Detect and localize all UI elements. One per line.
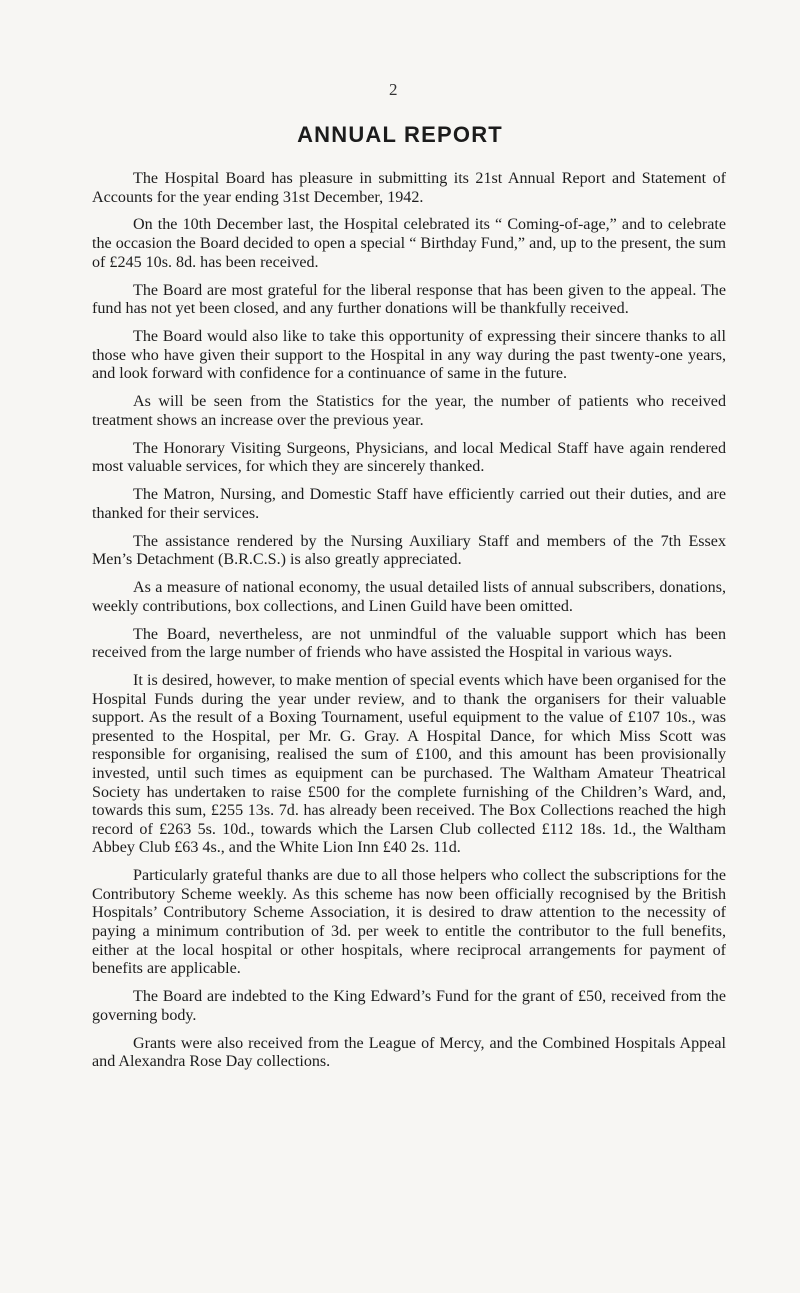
paragraph-introduction: The Hospital Board has pleasure in submitting its 21st Annual Report and Statement of Accounts for the year ending 31st December, 1942. — [92, 170, 726, 206]
page-number: 2 — [389, 80, 398, 99]
paragraph-special-events: It is desired, however, to make mention of special events which have been organised for the Hospital Funds during the year under review, and to thank the organisers for their valuable support. As the result of a Boxing Tournament, useful equipment to the value of £107 10s., was presented to the Hospital, per Mr. G. Gray. A Hospital Dance, for which Miss Scott was responsible for organising, realised the sum of £100, and this amount has been provisionally invested, until such times as equipment can be purchased. The Waltham Amateur Theatrical Society has undertaken to raise £500 for the complete furnishing of the Children’s Ward, and, towards this sum, £255 13s. 7d. has already been received. The Box Collections reached the high record of £263 5s. 10d., towards which the Larsen Club collected £112 18s. 1d., the Waltham Abbey Club £63 4s., and the White Lion Inn £40 2s. 11d. — [92, 672, 726, 857]
paragraph-matron-staff: The Matron, Nursing, and Domestic Staff have efficiently carried out their duties, and are thanked for their services. — [92, 486, 726, 522]
paragraph-contributory-scheme: Particularly grateful thanks are due to all those helpers who collect the subscriptions for the Contributory Scheme weekly. As this scheme has now been officially recognised by the British Hospitals’ Contributory Scheme Association, it is desired to draw attention to the necessity of paying a minimum contribution of 3d. per week to entitle the contributor to the full benefits, either at the local hospital or other hospitals, where reciprocal arrangements for payment of benefits are applicable. — [92, 867, 726, 978]
report-body — [92, 170, 726, 1081]
paragraph-other-grants: Grants were also received from the League of Mercy, and the Combined Hospitals Appeal and Alexandra Rose Day collections. — [92, 1034, 726, 1071]
paragraph-statistics: As will be seen from the Statistics for the year, the number of patients who received treatment shows an increase over the previous year. — [92, 393, 726, 429]
paragraph-thanks-supporters: The Board would also like to take this opportunity of expressing their sincere thanks to all those who have given their support to the Hospital in any way during the past twenty-one years, and look forward with confidence for a continuance of same in the future. — [92, 328, 726, 383]
paragraph-grateful-response: The Board are most grateful for the liberal response that has been given to the appeal. The fund has not yet been closed, and any further donations will be thankfully received. — [92, 281, 726, 318]
paragraph-national-economy: As a measure of national economy, the usual detailed lists of annual subscribers, donations, weekly contributions, box collections, and Linen Guild have been omitted. — [92, 579, 726, 615]
paragraph-birthday-fund: On the 10th December last, the Hospital celebrated its “ Coming-of-age,” and to celebrate the occasion the Board decided to open a special “ Birthday Fund,” and, up to the present, the sum of £245 10s. 8d. has been received. — [92, 216, 726, 271]
paragraph-valuable-support: The Board, nevertheless, are not unmindful of the valuable support which has been received from the large number of friends who have assisted the Hospital in various ways. — [92, 625, 726, 662]
page-title: ANNUAL REPORT — [297, 122, 503, 147]
paragraph-honorary-surgeons: The Honorary Visiting Surgeons, Physicians, and local Medical Staff have again rendered most valuable services, for which they are sincerely thanked. — [92, 439, 726, 476]
paragraph-nursing-auxiliary: The assistance rendered by the Nursing Auxiliary Staff and members of the 7th Essex Men’s Detachment (B.R.C.S.) is also greatly appreciated. — [92, 532, 726, 569]
paragraph-king-edwards-fund: The Board are indebted to the King Edward’s Fund for the grant of £50, received from the governing body. — [92, 988, 726, 1024]
